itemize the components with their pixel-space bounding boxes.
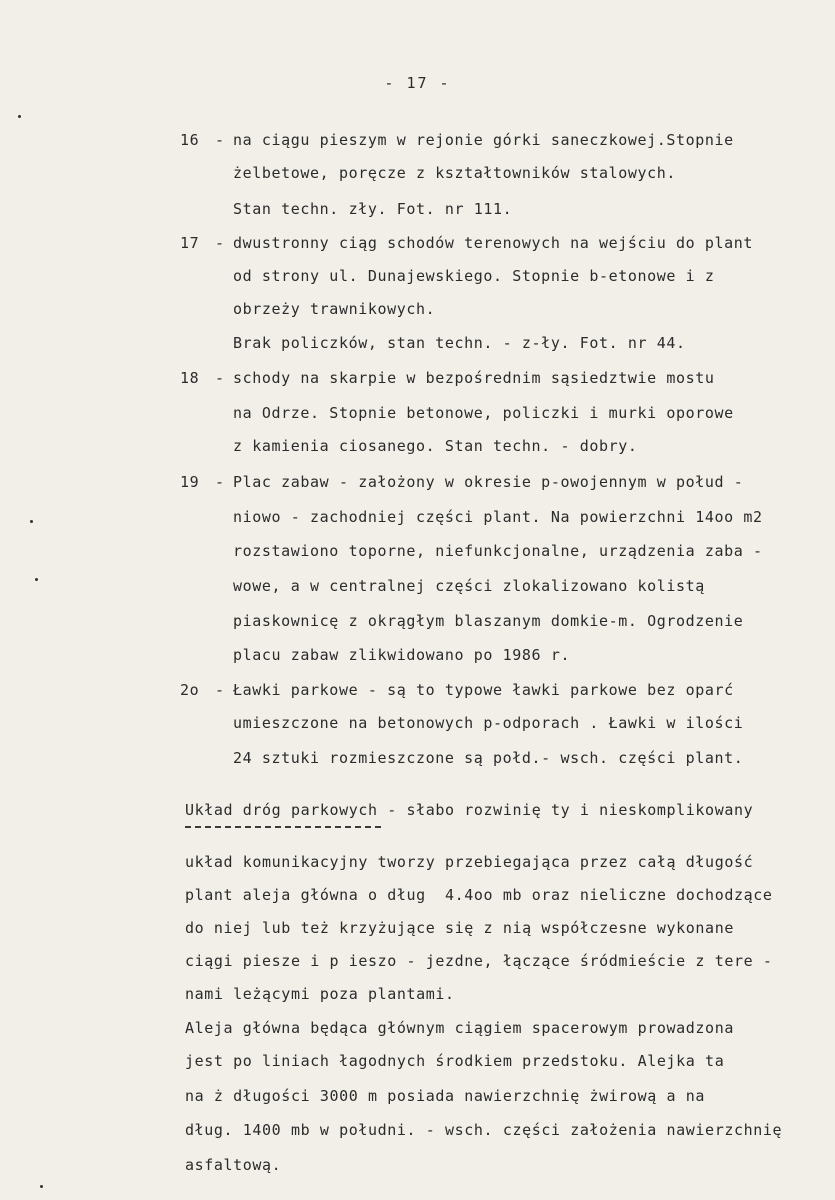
page-number: - 17 - — [384, 74, 451, 92]
paragraph-line: do niej lub też krzyżujące się z nią współczesne wykonane — [185, 919, 734, 937]
item-number: 2o — [180, 681, 200, 699]
item-line: placu zabaw zlikwidowano po 1986 r. — [233, 646, 571, 664]
item-line: 24 sztuki rozmieszczone są połd.- wsch. części plant. — [233, 749, 744, 767]
margin-mark — [30, 520, 33, 523]
item-dash: - — [215, 369, 225, 387]
item-dash: - — [215, 234, 225, 252]
item-line: wowe, a w centralnej części zlokalizowano kolistą — [233, 577, 705, 595]
item-number: 16 — [180, 131, 200, 149]
item-line: Plac zabaw - założony w okresie p-owojennym w połud - — [233, 473, 744, 491]
item-line: na Odrze. Stopnie betonowe, policzki i murki oporowe — [233, 404, 734, 422]
item-line: rozstawiono toporne, niefunkcjonalne, urządzenia zaba - — [233, 542, 763, 560]
item-line: na ciągu pieszym w rejonie górki saneczkowej.Stopnie — [233, 131, 734, 149]
item-dash: - — [215, 131, 225, 149]
margin-mark — [35, 578, 38, 581]
heading-underline — [185, 826, 381, 828]
paragraph-line: na ż długości 3000 m posiada nawierzchnię żwirową a na — [185, 1087, 706, 1105]
paragraph-line: jest po liniach łagodnych środkiem przedstoku. Alejka ta — [185, 1052, 725, 1070]
item-line: żelbetowe, poręcze z kształtowników stalowych. — [233, 164, 677, 182]
item-line: z kamienia ciosanego. Stan techn. - dobry. — [233, 437, 638, 455]
margin-mark — [40, 1185, 43, 1188]
item-line: Ławki parkowe - są to typowe ławki parkowe bez oparć — [233, 681, 734, 699]
item-line: niowo - zachodniej części plant. Na powierzchni 14oo m2 — [233, 508, 763, 526]
item-dash: - — [215, 681, 225, 699]
paragraph-line: ciągi piesze i p ieszo - jezdne, łączące śródmieście z tere - — [185, 952, 773, 970]
item-number: 18 — [180, 369, 200, 387]
item-line: Brak policzków, stan techn. - z-ły. Fot. nr 44. — [233, 334, 686, 352]
item-line: dwustronny ciąg schodów terenowych na wejściu do plant — [233, 234, 754, 252]
paragraph-line: Aleja główna będąca głównym ciągiem spacerowym prowadzona — [185, 1019, 734, 1037]
paragraph-line: układ komunikacyjny tworzy przebiegająca przez całą długość — [185, 853, 754, 871]
item-dash: - — [215, 473, 225, 491]
item-line: schody na skarpie w bezpośrednim sąsiedztwie mostu — [233, 369, 715, 387]
item-number: 19 — [180, 473, 200, 491]
item-line: umieszczone na betonowych p-odporach . Ławki w ilości — [233, 714, 744, 732]
paragraph-line: dług. 1400 mb w południ. - wsch. części założenia nawierzchnię — [185, 1121, 783, 1139]
item-line: od strony ul. Dunajewskiego. Stopnie b-etonowe i z — [233, 267, 715, 285]
paragraph-line: asfaltową. — [185, 1156, 282, 1174]
section-heading: Układ dróg parkowych - słabo rozwinię ty i nieskomplikowany — [185, 801, 754, 819]
item-line: obrzeży trawnikowych. — [233, 300, 436, 318]
item-number: 17 — [180, 234, 200, 252]
paragraph-line: nami leżącymi poza plantami. — [185, 985, 455, 1003]
item-line: piaskownicę z okrągłym blaszanym domkie-m. Ogrodzenie — [233, 612, 744, 630]
margin-mark — [18, 115, 21, 118]
item-line: Stan techn. zły. Fot. nr 111. — [233, 200, 513, 218]
paragraph-line: plant aleja główna o dług 4.4oo mb oraz nieliczne dochodzące — [185, 886, 773, 904]
